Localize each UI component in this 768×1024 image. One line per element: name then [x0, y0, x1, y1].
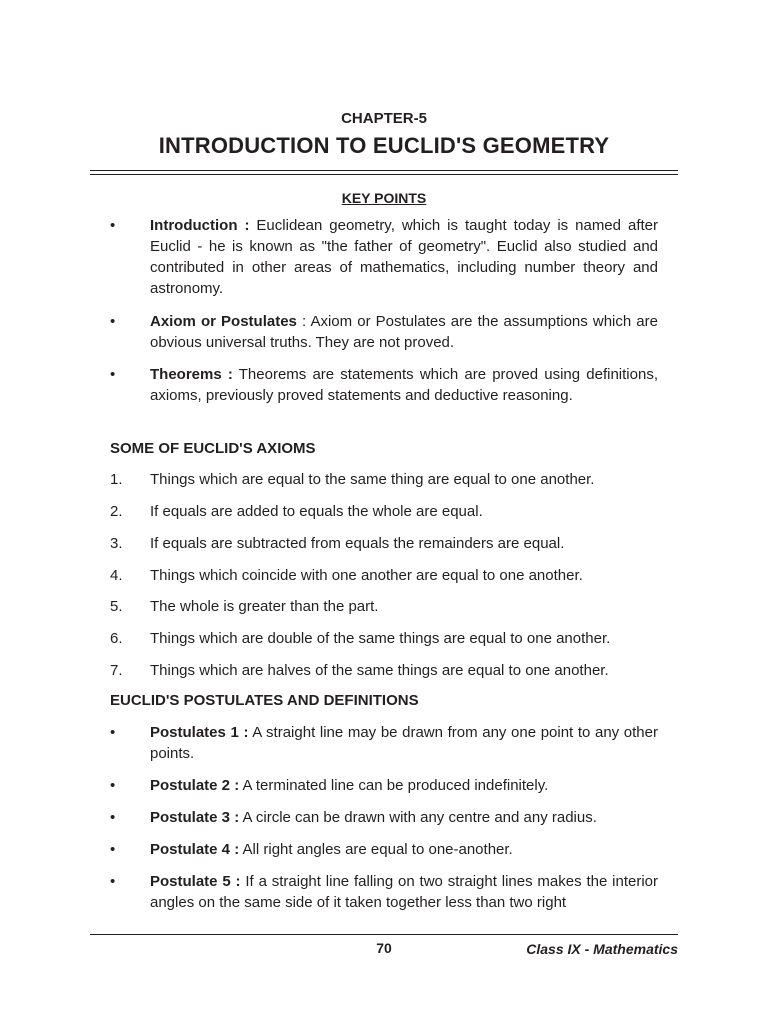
- postulate-text: All right angles are equal to one-another.: [239, 841, 513, 858]
- axiom-item: [110, 628, 658, 649]
- axiom-number: 5.: [110, 598, 123, 615]
- axiom-text: Things which are equal to the same thing are equal to one another.: [150, 471, 595, 488]
- postulate-term: Postulate 2 :: [150, 777, 240, 794]
- postulate-text: A circle can be drawn with any centre and any radius.: [239, 809, 597, 826]
- key-point-axiom: [110, 311, 658, 353]
- key-point-text: : Axiom or Postulates are the assumptions which are obvious universal truths. They are not proved.: [150, 313, 658, 351]
- postulate-text: A terminated line can be produced indefinitely.: [239, 777, 549, 794]
- axiom-number: 6.: [110, 630, 123, 647]
- key-point-theorems: [110, 364, 658, 406]
- bullet-icon: •: [110, 217, 116, 234]
- axiom-number: 2.: [110, 503, 123, 520]
- axiom-number: 1.: [110, 471, 123, 488]
- key-point-introduction: [110, 215, 658, 299]
- postulate-item: [110, 871, 658, 913]
- footer-rule: [90, 934, 678, 935]
- axiom-text: If equals are subtracted from equals the remainders are equal.: [150, 535, 565, 552]
- axiom-number: 4.: [110, 567, 123, 584]
- postulate-item: [110, 807, 658, 828]
- postulates-heading: EUCLID'S POSTULATES AND DEFINITIONS: [110, 692, 419, 709]
- axiom-item: [110, 596, 658, 617]
- title-rule-top: [90, 170, 678, 171]
- chapter-title: INTRODUCTION TO EUCLID'S GEOMETRY: [158, 133, 610, 158]
- title-rule-bottom: [90, 174, 678, 175]
- postulate-text: A straight line may be drawn from any one point to any other points.: [150, 724, 658, 762]
- key-point-text: Euclidean geometry, which is taught today is named after Euclid - he is known as "the father of geometry". Euclid also studied and contributed in other areas of mathematics, including number theory and astronomy.: [150, 217, 658, 297]
- key-point-term: Axiom or Postulates: [150, 313, 297, 330]
- axiom-item: [110, 565, 658, 586]
- axiom-text: Things which coincide with one another are equal to one another.: [150, 567, 583, 584]
- bullet-icon: •: [110, 313, 116, 330]
- axiom-item: [110, 660, 658, 681]
- footer-label: Class IX - Mathematics: [526, 941, 678, 957]
- postulate-item: [110, 722, 658, 764]
- bullet-icon: •: [110, 777, 116, 794]
- postulate-term: Postulate 3 :: [150, 809, 240, 826]
- chapter-label: CHAPTER-5: [341, 110, 427, 127]
- key-point-text: Theorems are statements which are proved using definitions, axioms, previously proved statements and deductive reasoning.: [150, 366, 658, 404]
- bullet-icon: •: [110, 873, 116, 890]
- postulate-term: Postulates 1 :: [150, 724, 249, 741]
- page-number: 70: [376, 940, 392, 956]
- postulate-term: Postulate 4 :: [150, 841, 240, 858]
- axioms-heading: SOME OF EUCLID'S AXIOMS: [110, 440, 316, 457]
- axiom-item: [110, 501, 658, 522]
- axiom-text: The whole is greater than the part.: [150, 598, 379, 615]
- bullet-icon: •: [110, 841, 116, 858]
- bullet-icon: •: [110, 366, 116, 383]
- postulate-term: Postulate 5 :: [150, 873, 241, 890]
- bullet-icon: •: [110, 809, 116, 826]
- postulate-item: [110, 775, 658, 796]
- axiom-text: Things which are double of the same things are equal to one another.: [150, 630, 611, 647]
- axiom-item: [110, 533, 658, 554]
- bullet-icon: •: [110, 724, 116, 741]
- key-points-heading: KEY POINTS: [341, 190, 427, 206]
- axiom-number: 3.: [110, 535, 123, 552]
- postulate-item: [110, 839, 658, 860]
- postulate-text: If a straight line falling on two straight lines makes the interior angles on the same side of it taken together less than two right: [150, 873, 659, 911]
- axiom-text: If equals are added to equals the whole are equal.: [150, 503, 483, 520]
- axiom-text: Things which are halves of the same things are equal to one another.: [150, 662, 609, 679]
- axiom-item: [110, 469, 658, 490]
- key-point-term: Introduction :: [150, 217, 250, 234]
- axiom-number: 7.: [110, 662, 123, 679]
- key-point-term: Theorems :: [150, 366, 233, 383]
